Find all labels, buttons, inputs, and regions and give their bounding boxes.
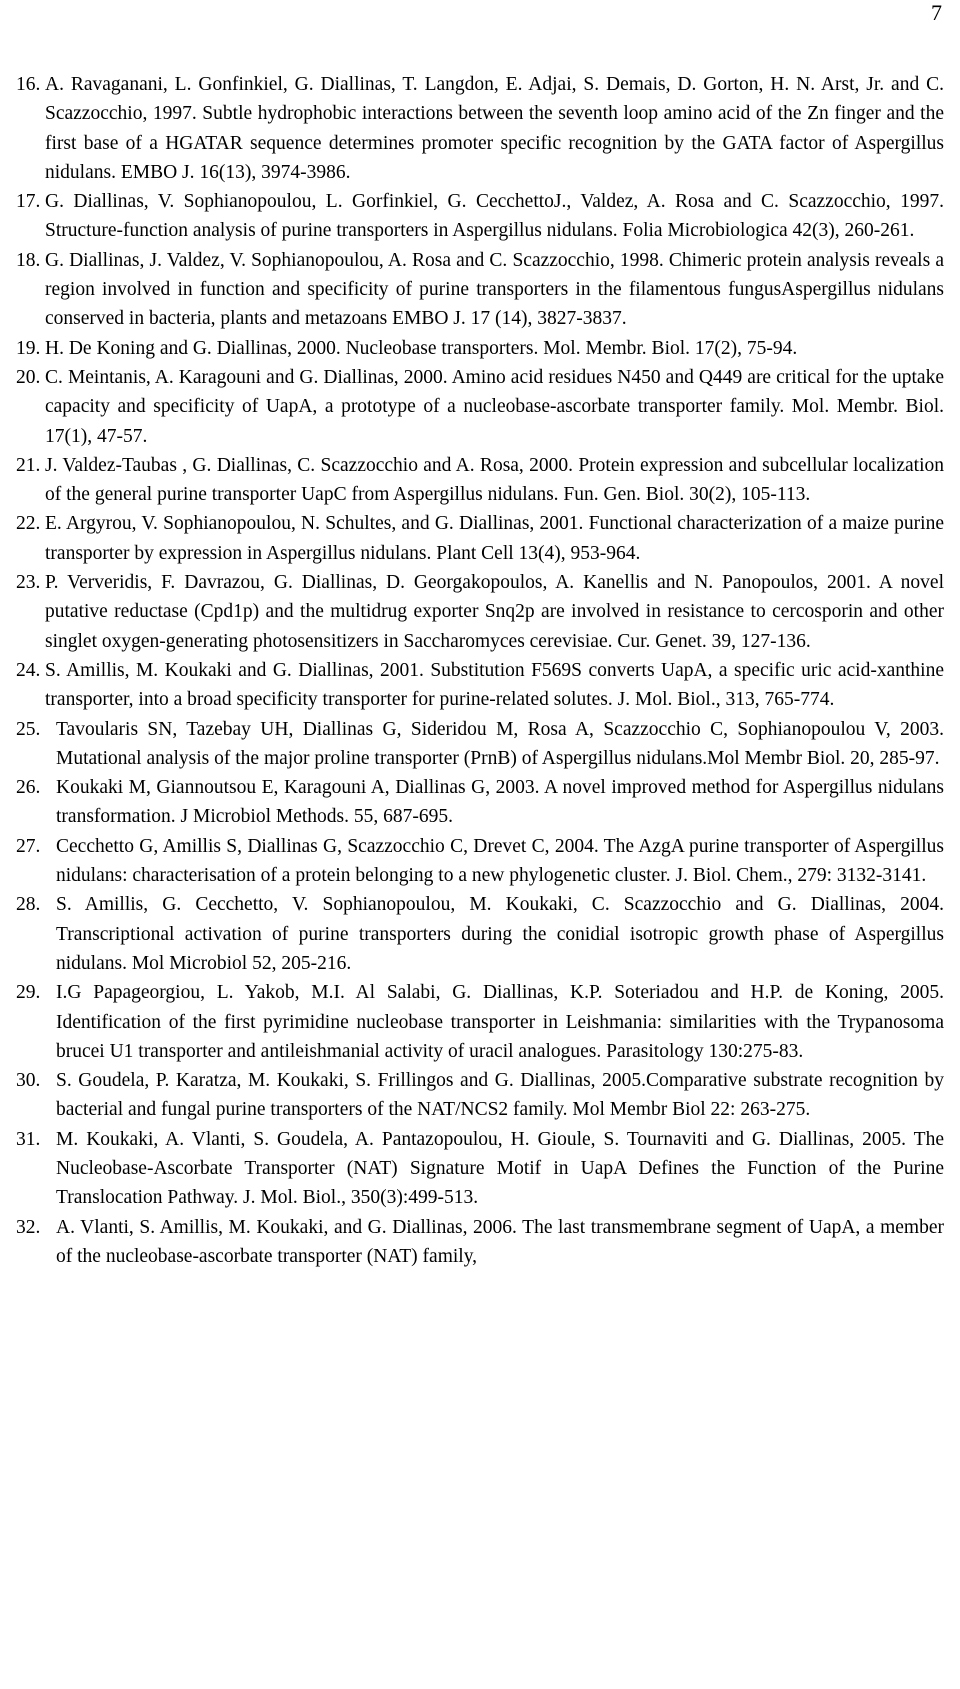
reference-number: 19. bbox=[16, 337, 41, 359]
reference-number: 16. bbox=[16, 74, 41, 95]
reference-text: G. Diallinas, J. Valdez, V. Sophianopoulou, A. Rosa and C. Scazzocchio, 1998. Chimeric protein analysis reveals a region involved in function and specificity of purine transporters in the filamentous fungusAspergillus nidulans conserved in bacteria, plants and metazoans EMBO J. 17 (14), 3827-3837. bbox=[45, 249, 944, 330]
reference-number: 32. bbox=[16, 1216, 41, 1238]
reference-text: M. Koukaki, A. Vlanti, S. Goudela, A. Pantazopoulou, H. Gioule, S. Tournaviti and G. Diallinas, 2005. The Nucleobase-Ascorbate Transporter (NAT) Signature Motif in UapA Defines the Function of the Purine Translocation Pathway. J. Mol. Biol., 350(3):499-513. bbox=[56, 1128, 944, 1209]
reference-number: 31. bbox=[16, 1128, 41, 1150]
reference-item bbox=[16, 978, 944, 1066]
reference-text: A. Ravaganani, L. Gonfinkiel, G. Diallinas, T. Langdon, E. Adjai, S. Demais, D. Gorton, H. N. Arst, Jr. and C. Scazzocchio, 1997. Subtle hydrophobic interactions between the seventh loop amino acid of the Zn finger and the first base of a HGATAR sequence determines promoter specific recognition by the GATA factor of Aspergillus nidulans. EMBO J. 16(13), 3974-3986. bbox=[45, 74, 944, 183]
reference-number: 21. bbox=[16, 454, 41, 476]
reference-number: 26. bbox=[16, 777, 41, 799]
reference-item bbox=[16, 656, 944, 715]
reference-text: S. Amillis, M. Koukaki and G. Diallinas, 2001. Substitution F569S converts UapA, a specific uric acid-xanthine transporter, into a broad specificity transporter for purine-related solutes. J. Mol. Biol., 313, 765-774. bbox=[45, 659, 944, 711]
reference-text: G. Diallinas, V. Sophianopoulou, L. Gorfinkiel, G. CecchettoJ., Valdez, A. Rosa and C. Scazzocchio, 1997. Structure-function analysis of purine transporters in Aspergillus nidulans. Folia Microbiologica 42(3), 260-261. bbox=[45, 191, 944, 242]
reference-number: 23. bbox=[16, 572, 41, 594]
reference-number: 28. bbox=[16, 894, 41, 916]
reference-number: 25. bbox=[16, 718, 41, 740]
reference-item bbox=[16, 773, 944, 832]
reference-item bbox=[16, 509, 944, 568]
reference-item bbox=[16, 568, 944, 656]
reference-number: 29. bbox=[16, 982, 41, 1004]
reference-item bbox=[16, 70, 944, 187]
reference-item bbox=[16, 832, 944, 891]
reference-item bbox=[16, 334, 944, 363]
reference-number: 17. bbox=[16, 191, 41, 213]
reference-number: 20. bbox=[16, 366, 41, 388]
reference-item bbox=[16, 715, 944, 774]
reference-text: E. Argyrou, V. Sophianopoulou, N. Schultes, and G. Diallinas, 2001. Functional characterization of a maize purine transporter by expression in Aspergillus nidulans. Plant Cell 13(4), 953-964. bbox=[45, 513, 944, 564]
reference-text: A. Vlanti, S. Amillis, M. Koukaki, and G. Diallinas, 2006. The last transmembrane segment of UapA, a member of the nucleobase-ascorbate transporter (NAT) family, bbox=[56, 1216, 944, 1267]
reference-text: C. Meintanis, A. Karagouni and G. Diallinas, 2000. Amino acid residues N450 and Q449 are critical for the uptake capacity and specificity of UapA, a prototype of a nucleobase-ascorbate transporter family. Mol. Membr. Biol. 17(1), 47-57. bbox=[45, 366, 944, 447]
reference-text: I.G Papageorgiou, L. Yakob, M.I. Al Salabi, G. Diallinas, K.P. Soteriadou and H.P. de Koning, 2005. Identification of the first pyrimidine nucleobase transporter in Leishmania: similarities with the Trypanosoma brucei U1 transporter and antileishmanial activity of uracil analogues. Parasitology 130:275-83. bbox=[56, 982, 944, 1062]
reference-number: 22. bbox=[16, 513, 41, 535]
reference-item bbox=[16, 1213, 944, 1272]
reference-number: 18. bbox=[16, 249, 41, 271]
reference-text: Koukaki M, Giannoutsou E, Karagouni A, Diallinas G, 2003. A novel improved method for Aspergillus nidulans transformation. J Microbiol Methods. 55, 687-695. bbox=[56, 777, 944, 828]
reference-text: Tavoularis SN, Tazebay UH, Diallinas G, Sideridou M, Rosa A, Scazzocchio C, Sophianopoulou V, 2003. Mutational analysis of the major proline transporter (PrnB) of Aspergillus nidulans.Mol Membr Biol. 20, 285-97. bbox=[56, 718, 944, 769]
reference-text: H. De Koning and G. Diallinas, 2000. Nucleobase transporters. Mol. Membr. Biol. 17(2), 75-94. bbox=[45, 337, 798, 359]
reference-number: 24. bbox=[16, 659, 41, 681]
reference-text: S. Amillis, G. Cecchetto, V. Sophianopoulou, M. Koukaki, C. Scazzocchio and G. Diallinas, 2004. Transcriptional activation of purine transporters during the conidial isotropic growth phase of Aspergillus nidulans. Mol Microbiol 52, 205-216. bbox=[56, 894, 944, 974]
reference-item bbox=[16, 246, 944, 334]
reference-text: P. Ververidis, F. Davrazou, G. Diallinas, D. Georgakopoulos, A. Kanellis and N. Panopoulos, 2001. A novel putative reductase (Cpd1p) and the multidrug exporter Snq2p are involved in resistance to cercosporin and other singlet oxygen-generating photosensitizers in Saccharomyces cerevisiae. Cur. Genet. 39, 127-136. bbox=[45, 572, 944, 652]
reference-item bbox=[16, 187, 944, 246]
reference-text: S. Goudela, P. Karatza, M. Koukaki, S. Frillingos and G. Diallinas, 2005.Comparative substrate recognition by bacterial and fungal purine transporters of the NAT/NCS2 family. Mol Membr Biol 22: 263-275. bbox=[56, 1070, 944, 1121]
reference-item bbox=[16, 451, 944, 510]
reference-list bbox=[16, 70, 944, 1271]
reference-item bbox=[16, 890, 944, 978]
reference-text: Cecchetto G, Amillis S, Diallinas G, Scazzocchio C, Drevet C, 2004. The AzgA purine transporter of Aspergillus nidulans: characterisation of a protein belonging to a new phylogenetic cluster. J. Biol. Chem., 279: 3132-3141. bbox=[56, 835, 944, 887]
reference-item bbox=[16, 363, 944, 451]
reference-text: J. Valdez-Taubas , G. Diallinas, C. Scazzocchio and A. Rosa, 2000. Protein expression and subcellular localization of the general purine transporter UapC from Aspergillus nidulans. Fun. Gen. Biol. 30(2), 105-113. bbox=[45, 454, 944, 506]
page-number: 7 bbox=[931, 0, 942, 25]
reference-item bbox=[16, 1066, 944, 1125]
reference-number: 30. bbox=[16, 1070, 41, 1092]
reference-item bbox=[16, 1125, 944, 1213]
reference-number: 27. bbox=[16, 835, 41, 857]
